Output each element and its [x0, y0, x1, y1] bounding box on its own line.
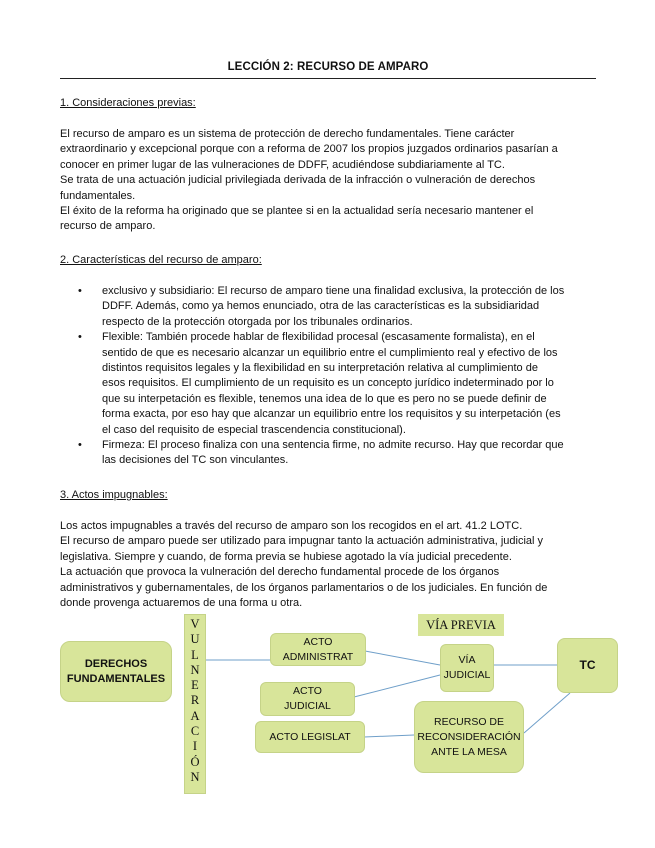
text-line: Flexible: También procede hablar de flexibilidad procesal (escasamente formalista), en el [102, 331, 535, 344]
tc-box: TC [557, 638, 618, 693]
section-2-heading: 2. Características del recurso de amparo: [60, 254, 262, 266]
text-line: El éxito de la reforma ha originado que se plantee si en la actualidad sería necesario mantener el [60, 205, 534, 218]
bullet-icon: • [78, 285, 82, 297]
recurso-reconsideracion-box: RECURSO DE RECONSIDERACIÓN ANTE LA MESA [414, 701, 524, 773]
text-line: exclusivo y subsidiario: El recurso de amparo tiene una finalidad exclusiva, la protección de los [102, 285, 565, 297]
letter: R [190, 693, 200, 708]
text-line: El recurso de amparo puede ser utilizado para impugnar tanto la actuación administrativa, judicial y [60, 535, 544, 548]
text-line: que su interpetación es flexible, tenemos una idea de lo que es pero no se puede definir de [102, 392, 547, 405]
letter: L [191, 647, 199, 662]
text-line: forma exacta, por eso hay que alcanzar un equilibrio entre los requisitos y su interpetación (es [102, 408, 561, 421]
derechos-fundamentales-box: DERECHOS FUNDAMENTALES [60, 641, 172, 702]
connector-line [354, 675, 440, 697]
text-line: donde provenga actuaremos de una forma u otra. [60, 597, 303, 610]
letter: E [191, 678, 199, 693]
text-line: La actuación que provoca la vulneración del derecho fundamental procede de los órganos [60, 566, 500, 579]
text-line: Firmeza: El proceso finaliza con una sentencia firme, no admite recurso. Hay que recordar que [102, 439, 564, 452]
text-line: distintos requisitos legales y la flexibilidad en su interpretación relativa al cumplimiento de [102, 362, 538, 375]
acto-legislativo-box: ACTO LEGISLAT [255, 721, 365, 753]
bullet-icon: • [78, 439, 82, 452]
text-line: legislativa. Siempre y cuando, de forma previa se hubiese agotado la vía judicial precedente. [60, 550, 512, 563]
section-3-heading: 3. Actos impugnables: [60, 489, 168, 501]
section-1-heading: 1. Consideraciones previas: [60, 97, 196, 109]
text-line: recurso de amparo. [60, 220, 156, 233]
text-line: respecto de la protección otorgada por los tribunales ordinarios. [102, 315, 413, 328]
page-title: LECCIÓN 2: RECURSO DE AMPARO [227, 61, 429, 73]
bullet-icon: • [78, 331, 82, 344]
connector-line [364, 735, 414, 737]
text-line: Se trata de una actuación judicial privilegiada derivada de la infracción o vulneración de derechos [60, 174, 536, 187]
text-line: conocer en primer lugar de las vulneraciones de DDFF, acudiéndose subdiariamente al TC. [60, 158, 505, 171]
text-line: el caso del requisito de especial trascendencia constitucional). [102, 423, 406, 436]
connector-line [524, 693, 570, 733]
acto-administrativo-box: ACTO ADMINISTRAT [270, 633, 366, 666]
text-line: El recurso de amparo es un sistema de protección de derecho fundamentales. Tiene carácter [60, 128, 515, 140]
letter: I [192, 739, 198, 754]
letter: C [190, 724, 200, 739]
text-line: DDFF. Además, como ya hemos enunciado, otra de las características es la subsidiaridad [102, 300, 540, 313]
letter: N [190, 662, 200, 677]
text-line: las decisiones del TC son vinculantes. [102, 454, 289, 467]
via-judicial-box: VÍA JUDICIAL [440, 644, 494, 692]
text-line: Los actos impugnables a través del recurso de amparo son los recogidos en el art. 41.2 LOTC. [60, 520, 523, 532]
letter: A [190, 708, 200, 723]
text-line: sentido de que es necesario alcanzar un equilibrio entre el cumplimiento real y efectivo de los [102, 346, 558, 359]
acto-judicial-box: ACTO JUDICIAL [260, 682, 355, 716]
text-line: extraordinario y excepcional porque con a reforma de 2007 los propios juzgados ordinarios pasarían a [60, 143, 558, 156]
letter: U [190, 632, 200, 647]
text-line: administrativos y gubernamentales, de los órganos parlamentarios o de los judiciales. En función de [60, 581, 548, 594]
letter: V [190, 617, 200, 631]
letter: N [190, 769, 200, 784]
vulneracion-vertical-label [184, 614, 206, 794]
text-line: esos requisitos. El cumplimiento de un requisito es un concepto jurídico indeterminado por lo [102, 377, 554, 390]
connector-line [365, 651, 440, 665]
text-line: fundamentales. [60, 189, 136, 202]
via-previa-label: VÍA PREVIA [418, 614, 504, 636]
letter: Ó [190, 754, 200, 769]
